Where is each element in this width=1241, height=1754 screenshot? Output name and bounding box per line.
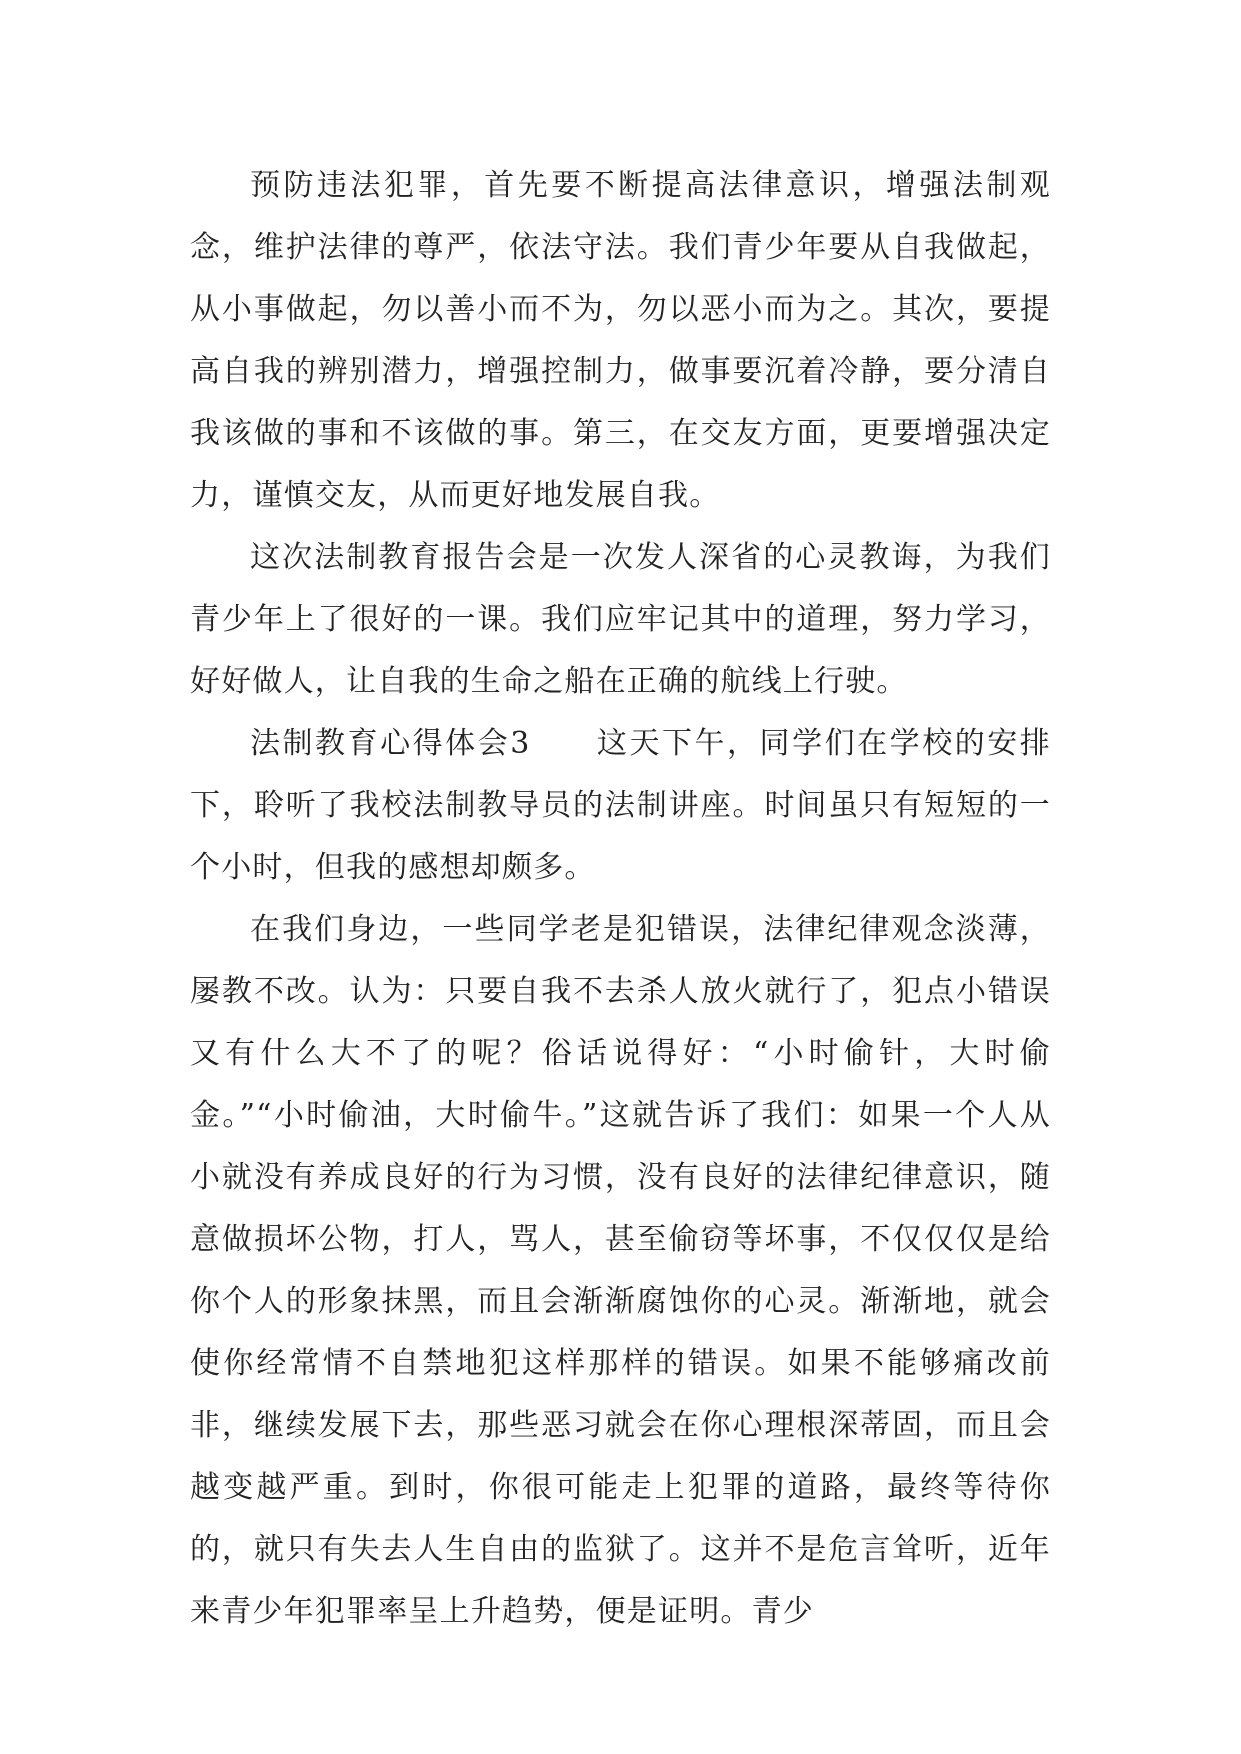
document-body: [190, 155, 1051, 1643]
paragraph-report-meeting: 这次法制教育报告会是一次发人深省的心灵教诲，为我们青少年上了很好的一课。我们应牢记其中的道理，努力学习，好好做人，让自我的生命之船在正确的航线上行驶。: [190, 540, 1051, 699]
paragraph-prevention: 预防违法犯罪，首先要不断提高法律意识，增强法制观念，维护法律的尊严，依法守法。我们青少年要从自我做起，从小事做起，勿以善小而不为，勿以恶小而为之。其次，要提高自我的辨别潜力，增强控制力，做事要沉着冷静，要分清自我该做的事和不该做的事。第三，在交友方面，更要增强决定力，谨慎交友，从而更好地发展自我。: [190, 168, 1051, 513]
paragraph-classmates-mistakes: 在我们身边，一些同学老是犯错误，法律纪律观念淡薄，屡教不改。认为：只要自我不去杀人放火就行了，犯点小错误又有什么大不了的呢？俗话说得好：“小时偷针，大时偷金。”“小时偷油，大时偷牛。”这就告诉了我们：如果一个人从小就没有养成良好的行为习惯，没有良好的法律纪律意识，随意做损坏公物，打人，骂人，甚至偷窃等坏事，不仅仅仅是给你个人的形象抹黑，而且会渐渐腐蚀你的心灵。渐渐地，就会使你经常情不自禁地犯这样那样的错误。如果不能够痛改前非，继续发展下去，那些恶习就会在你心理根深蒂固，而且会越变越严重。到时，你很可能走上犯罪的道路，最终等待你的，就只有失去人生自由的监狱了。这并不是危言耸听，近年来青少年犯罪率呈上升趋势，便是证明。青少: [190, 912, 1051, 1629]
paragraph-essay-3-intro: 法制教育心得体会3 这天下午，同学们在学校的安排下，聆听了我校法制教导员的法制讲座。时间虽只有短短的一个小时，但我的感想却颇多。: [190, 726, 1051, 885]
